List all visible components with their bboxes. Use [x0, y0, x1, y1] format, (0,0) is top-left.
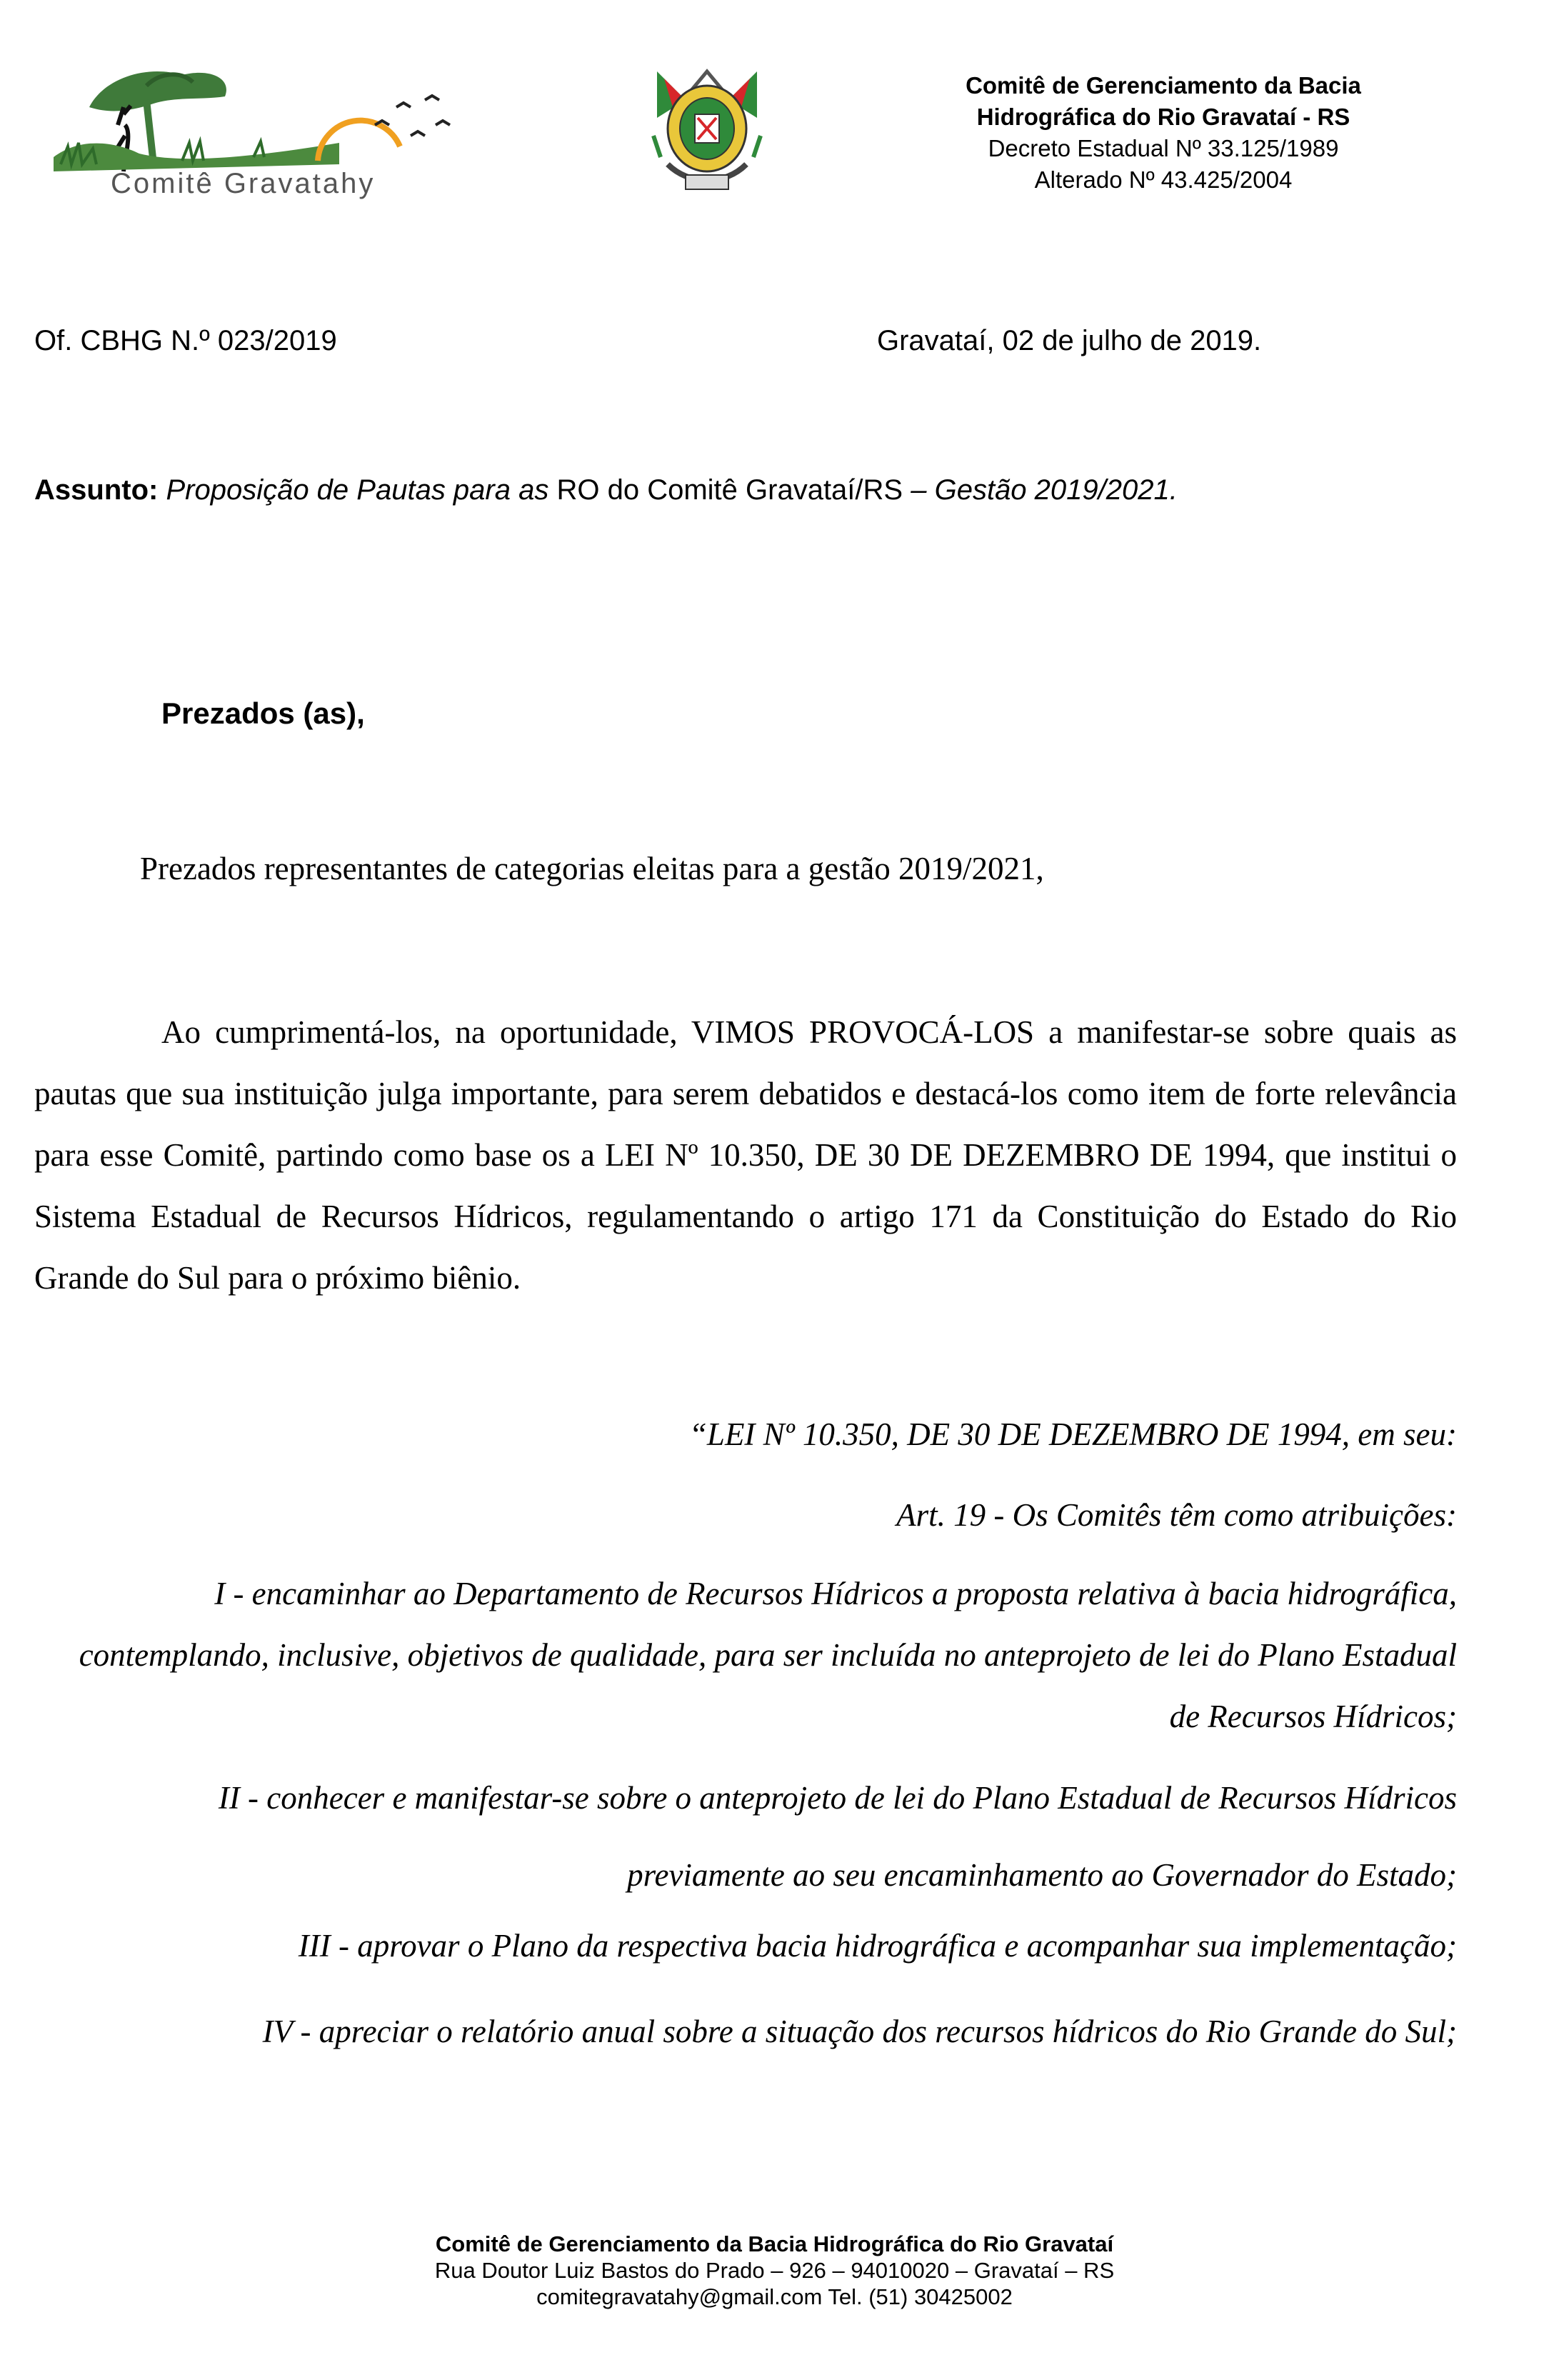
subject-part2: RO do Comitê Gravataí/RS: [556, 474, 903, 506]
intro-line: Prezados representantes de categorias eleitas para a gestão 2019/2021,: [140, 851, 1044, 886]
rs-coat-of-arms-icon: [646, 50, 768, 204]
letter-subject: [34, 474, 1178, 506]
law-article: Art. 19 - Os Comitês têm como atribuições:: [896, 1497, 1457, 1533]
law-title: “LEI Nº 10.350, DE 30 DE DEZEMBRO DE 1994, em seu:: [688, 1416, 1457, 1452]
decree-line: Decreto Estadual Nº 33.125/1989: [988, 135, 1339, 161]
logo-text: Comitê Gravatahy: [111, 168, 376, 199]
footer-address: Rua Doutor Luiz Bastos do Prado – 926 – 94010020 – Gravataí – RS: [434, 2258, 1115, 2283]
letter-date: Gravataí, 02 de julho de 2019.: [877, 325, 1262, 356]
law-item-4: IV - apreciar o relatório anual sobre a situação dos recursos hídricos do Rio Grande do Sul;: [262, 2014, 1457, 2049]
organization-header: [878, 70, 1449, 196]
footer-contact: comitegravatahy@gmail.com Tel. (51) 30425002: [536, 2284, 1013, 2309]
org-name-line2: Hidrográfica do Rio Gravataí - RS: [976, 104, 1350, 130]
amended-line: Alterado Nº 43.425/2004: [1034, 166, 1293, 193]
subject-label: Assunto:: [34, 474, 159, 506]
page-footer: [0, 2231, 1549, 2310]
law-item-1: I - encaminhar ao Departamento de Recursos Hídricos a proposta relativa à bacia hidrográfica, contemplando, inclusive, objetivos de qualidade, para ser incluída no anteprojeto de lei do Plano Estadual de Recursos Hídricos;: [79, 1576, 1457, 1734]
subject-part3: – Gestão 2019/2021.: [911, 474, 1178, 506]
org-name-line1: Comitê de Gerenciamento da Bacia: [966, 72, 1361, 99]
body-paragraph: Ao cumprimentá-los, na oportunidade, VIMOS PROVOCÁ-LOS a manifestar-se sobre quais as pautas que sua instituição julga importante, para serem debatidos e destacá-los como item de forte relevância para esse Comitê, partindo como base os a LEI Nº 10.350, DE 30 DE DEZEMBRO DE 1994, que institui o Sistema Estadual de Recursos Hídricos, regulamentando o artigo 171 da Constituição do Estado do Rio Grande do Sul para o próximo biênio.: [34, 1014, 1457, 1296]
law-item-2: II - conhecer e manifestar-se sobre o anteprojeto de lei do Plano Estadual de Recursos Hídricos previamente ao seu encaminhamento ao Governador do Estado;: [218, 1780, 1457, 1893]
letter-reference: Of. CBHG N.º 023/2019: [34, 325, 337, 356]
comite-gravatahy-logo: [39, 57, 453, 200]
subject-part1: Proposição de Pautas para as: [166, 474, 549, 506]
greeting: Prezados (as),: [161, 696, 365, 730]
footer-org: Comitê de Gerenciamento da Bacia Hidrográfica do Rio Gravataí: [435, 2231, 1114, 2256]
law-item-3: III - aprovar o Plano da respectiva bacia hidrográfica e acompanhar sua implementação;: [298, 1928, 1457, 1964]
